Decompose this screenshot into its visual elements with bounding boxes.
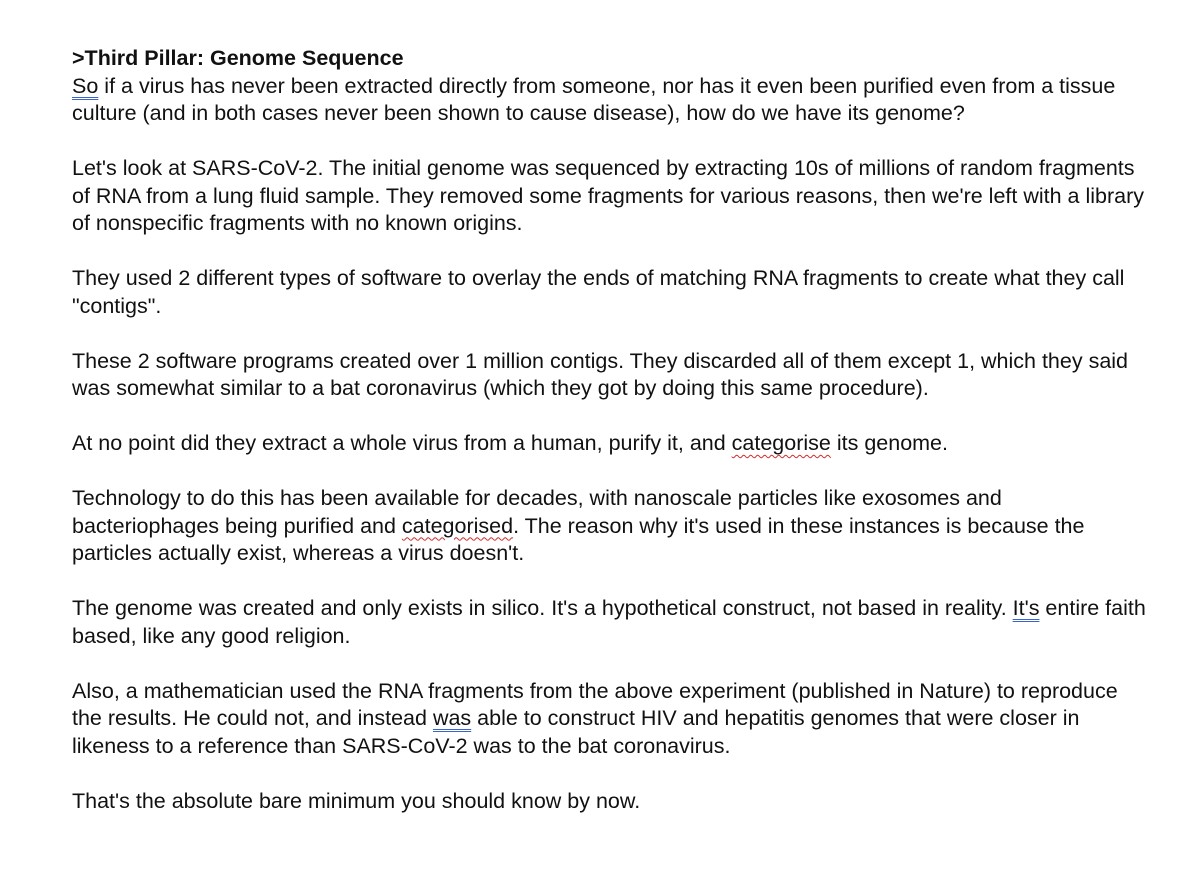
paragraph-7-text-before: The genome was created and only exists in silico. It's a hypothetical construct, not based in reality. bbox=[72, 596, 1013, 620]
paragraph-8-text-before: Also, a mathematician used the RNA fragments from the above experiment (published in Nature) to reproduce the results. He could not, and instead bbox=[72, 678, 1118, 730]
paragraph-9: That's the absolute bare minimum you should know by now. bbox=[72, 788, 641, 813]
paragraph-6-text-before: Technology to do this has been available for decades, with nanoscale particles like exosomes and bacteriophages being purified and bbox=[72, 486, 1002, 538]
paragraph-7 bbox=[72, 595, 1152, 650]
misspelled-word[interactable]: categorised bbox=[401, 513, 514, 538]
paragraph-5-text-after: its genome. bbox=[830, 431, 948, 455]
document-body bbox=[72, 45, 1152, 815]
grammar-flagged-word[interactable]: It's bbox=[1012, 596, 1040, 620]
paragraph-5 bbox=[72, 430, 1152, 458]
paragraph-3: They used 2 different types of software to overlay the ends of matching RNA fragments to create what they call "contigs". bbox=[72, 266, 1125, 318]
paragraph-6-text-after: . The reason why it's used in these instances is because the particles actually exist, whereas a virus doesn't. bbox=[72, 513, 1085, 565]
paragraph-8 bbox=[72, 678, 1152, 761]
misspelled-word[interactable]: categorise bbox=[731, 431, 831, 455]
section-heading: >Third Pillar: Genome Sequence bbox=[72, 46, 404, 70]
paragraph-2: Let's look at SARS-CoV-2. The initial genome was sequenced by extracting 10s of millions of random fragments of RNA from a lung fluid sample. They removed some fragments for various reasons, then we're left with a library of nonspecific fragments with no known origins. bbox=[72, 156, 1145, 235]
paragraph-7-text-after: entire faith based, like any good religion. bbox=[72, 596, 1146, 648]
paragraph-1 bbox=[72, 73, 1152, 128]
paragraph-4: These 2 software programs created over 1 million contigs. They discarded all of them except 1, which they said was somewhat similar to a bat coronavirus (which they got by doing this same procedure). bbox=[72, 348, 1129, 400]
paragraph-1-text: if a virus has never been extracted directly from someone, nor has it even been purified even from a tissue culture (and in both cases never been shown to cause disease), how do we have its genome? bbox=[72, 73, 1116, 125]
grammar-flagged-word[interactable]: was bbox=[432, 706, 472, 730]
paragraph-6 bbox=[72, 485, 1152, 568]
paragraph-8-text-after: able to construct HIV and hepatitis genomes that were closer in likeness to a reference than SARS-CoV-2 was to the bat coronavirus. bbox=[72, 706, 1080, 758]
grammar-flagged-word[interactable]: So bbox=[72, 73, 99, 98]
paragraph-5-text-before: At no point did they extract a whole virus from a human, purify it, and bbox=[72, 431, 732, 455]
